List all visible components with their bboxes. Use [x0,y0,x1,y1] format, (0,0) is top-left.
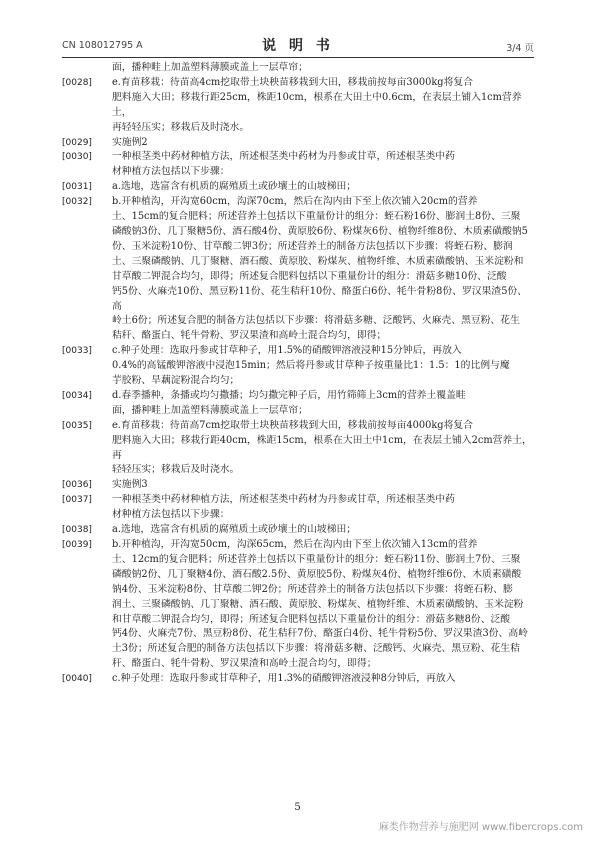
paragraph-number: [0030] [62,152,92,163]
paragraph [62,61,534,76]
paragraph-number [62,61,112,76]
paragraph-text: 一种根茎类中药材种植方法，所述根茎类中药材为丹参或甘草，所述根茎类中药 材种植方法包括以下步骤： [112,151,455,178]
paragraph-number: [0036] [62,480,92,491]
paragraph-number: [0031] [62,182,92,193]
paragraph [62,672,534,687]
page-index: 3/4 页 [506,43,534,54]
paragraph-text: e.育苗移栽：待苗高4cm挖取带土块秧苗移栽到大田，移栽前按每亩3000kg将复合 肥料施入大田；移栽行距25cm，株距10cm，根系在大田土中0.6cm，在表层土铺入1cm营养土， 再轻轻压实；移栽后及时浇水。 [112,76,522,133]
document-number: CN 108012795 A [62,40,143,51]
paragraph-text: a.选地，选富含有机质的腐殖质土或砂壤土的山坡梯田； [112,181,357,193]
document-title: 说 明 书 [262,38,334,54]
paragraph [62,195,534,344]
paragraph-number: [0039] [62,540,92,550]
paragraph-text: 面，播种畦上加盖塑料薄膜或盖上一层草帘； [112,62,308,73]
paragraph-number: [0034] [62,390,92,401]
paragraph [62,150,534,180]
paragraph-number: [0040] [62,674,92,685]
page-number: 5 [294,802,301,813]
header-rule [62,57,534,58]
paragraph [62,180,534,195]
paragraph-number: [0033] [62,346,92,357]
paragraph-text: b.开种植沟，开沟宽60cm，沟深70cm，然后在沟内由下至上依次铺入20cm的营养 土、15cm的复合肥料；所述营养土包括以下重量份计的组分：蛭石粉16份、膨润土8份、三聚 磷酸钠3份、几丁聚糖5份、酒石酸4份、黄原胶6份、粉煤灰6份、植物纤维8份、木质素磺酸钠5 份、玉米淀粉10份、甘草酸二钾3份；所述营养土的制备方法包括以下步骤：将蛭石粉、膨润 土、三聚磷酸钠、几丁聚糖、酒石酸、黄原胶、粉煤灰、植物纤维、木质素磺酸钠、玉米淀粉和 甘草酸二钾混合均匀，即得；所述复合肥料包括以下重量份计的组分：滑菇多糖10份、泛酸 钙5份、火麻壳10份、黑豆粉11份、花生秸秆10份、酪蛋白6份、牦牛骨粉8份、罗汉果渣5份、高 岭土6份；所述复合肥的制备方法包括以下步骤：将滑菇多糖、泛酸钙、火麻壳、黑豆粉、花生 秸秆、酪蛋白、牦牛骨粉、罗汉果渣和高岭土混合均匀，即得； [112,196,528,342]
paragraph-text: 实施例2 [112,136,148,148]
paragraph-number: [0029] [62,137,92,148]
watermark: 麻类作物营养与施肥网 www.fibercrops.com [378,822,583,833]
page-header [62,38,534,56]
paragraph-number: [0032] [62,197,92,208]
paragraph-text: d.春季播种，条播或均匀撒播；均匀撒完种子后，用竹筛筛上3cm的营养土覆盖畦 面，播种畦上加盖塑料薄膜或盖上一层草帘； [112,389,466,416]
paragraph [62,419,534,479]
paragraph-number: [0035] [62,420,92,431]
paragraph-text: b.开种植沟，开沟宽50cm，沟深65cm，然后在沟内由下至上依次铺入13cm的营养 土、12cm的复合肥料；所述营养土包括以下重量份计的组分：蛭石粉11份、膨润土7份、三聚 磷酸钠2份、几丁聚糖4份、酒石酸2.5份、黄原胶5份、粉煤灰4份、植物纤维6份、木质素磺酸 钠4份、玉米淀粉8份、甘草酸二钾2份；所述营养土的制备方法包括以下步骤：将蛭石粉、膨 润土、三聚磷酸钠、几丁聚糖、酒石酸、黄原胶、粉煤灰、植物纤维、木质素磺酸钠、玉米淀粉 和甘草酸二钾混合均匀，即得；所述复合肥料包括以下重量份计的组分：滑菇多糖8份、泛酸 钙4份、火麻壳7份、黑豆粉8份、花生秸秆7份、酪蛋白4份、牦牛骨粉5份、罗汉果渣3份、高岭 土3份；所述复合肥的制备方法包括以下步骤：将滑菇多糖、泛酸钙、火麻壳、黑豆粉、花生秸 秆、酪蛋白、牦牛骨粉、罗汉果渣和高岭土混合均匀，即得； [112,539,528,670]
paragraph [62,76,534,136]
paragraph-number: [0038] [62,525,92,536]
paragraph-number: [0037] [62,495,92,506]
paragraph-text: 实施例3 [112,479,148,491]
paragraph [62,136,534,151]
paragraph [62,478,534,493]
paragraph [62,538,534,672]
paragraph-text: 一种根茎类中药材种植方法，所述根茎类中药材为丹参或甘草，所述根茎类中药 材种植方法包括以下步骤： [112,494,455,521]
paragraph [62,493,534,523]
paragraph [62,523,534,538]
paragraph-number: [0028] [62,77,92,88]
paragraph-text: e.育苗移栽：待苗高7cm挖取带土块秧苗移栽到大田，移栽前按每亩4000kg将复合 肥料施入大田；移栽行距40cm，株距15cm，根系在大田土中1cm，在表层土铺入2cm营养土，再 轻轻压实；移栽后及时浇水。 [112,419,532,476]
paragraph [62,389,534,419]
document-body [62,61,534,687]
paragraph-text: c.种子处理：选取丹参或甘草种子，用1.3%的硝酸钾溶液浸种8分钟后，再放入 [112,673,456,685]
paragraph-text: a.选地，选富含有机质的腐殖质土或砂壤土的山坡梯田； [112,524,357,536]
paragraph [62,344,534,389]
paragraph-text: c.种子处理：选取丹参或甘草种子，用1.5%的硝酸钾溶液浸种15分钟后，再放入 0.4%的高锰酸钾溶液中浸泡15min；然后将丹参或甘草种子按重量比1：1.5：1的比例与魔 芋胶粉、旱藕淀粉混合均匀； [112,345,510,387]
